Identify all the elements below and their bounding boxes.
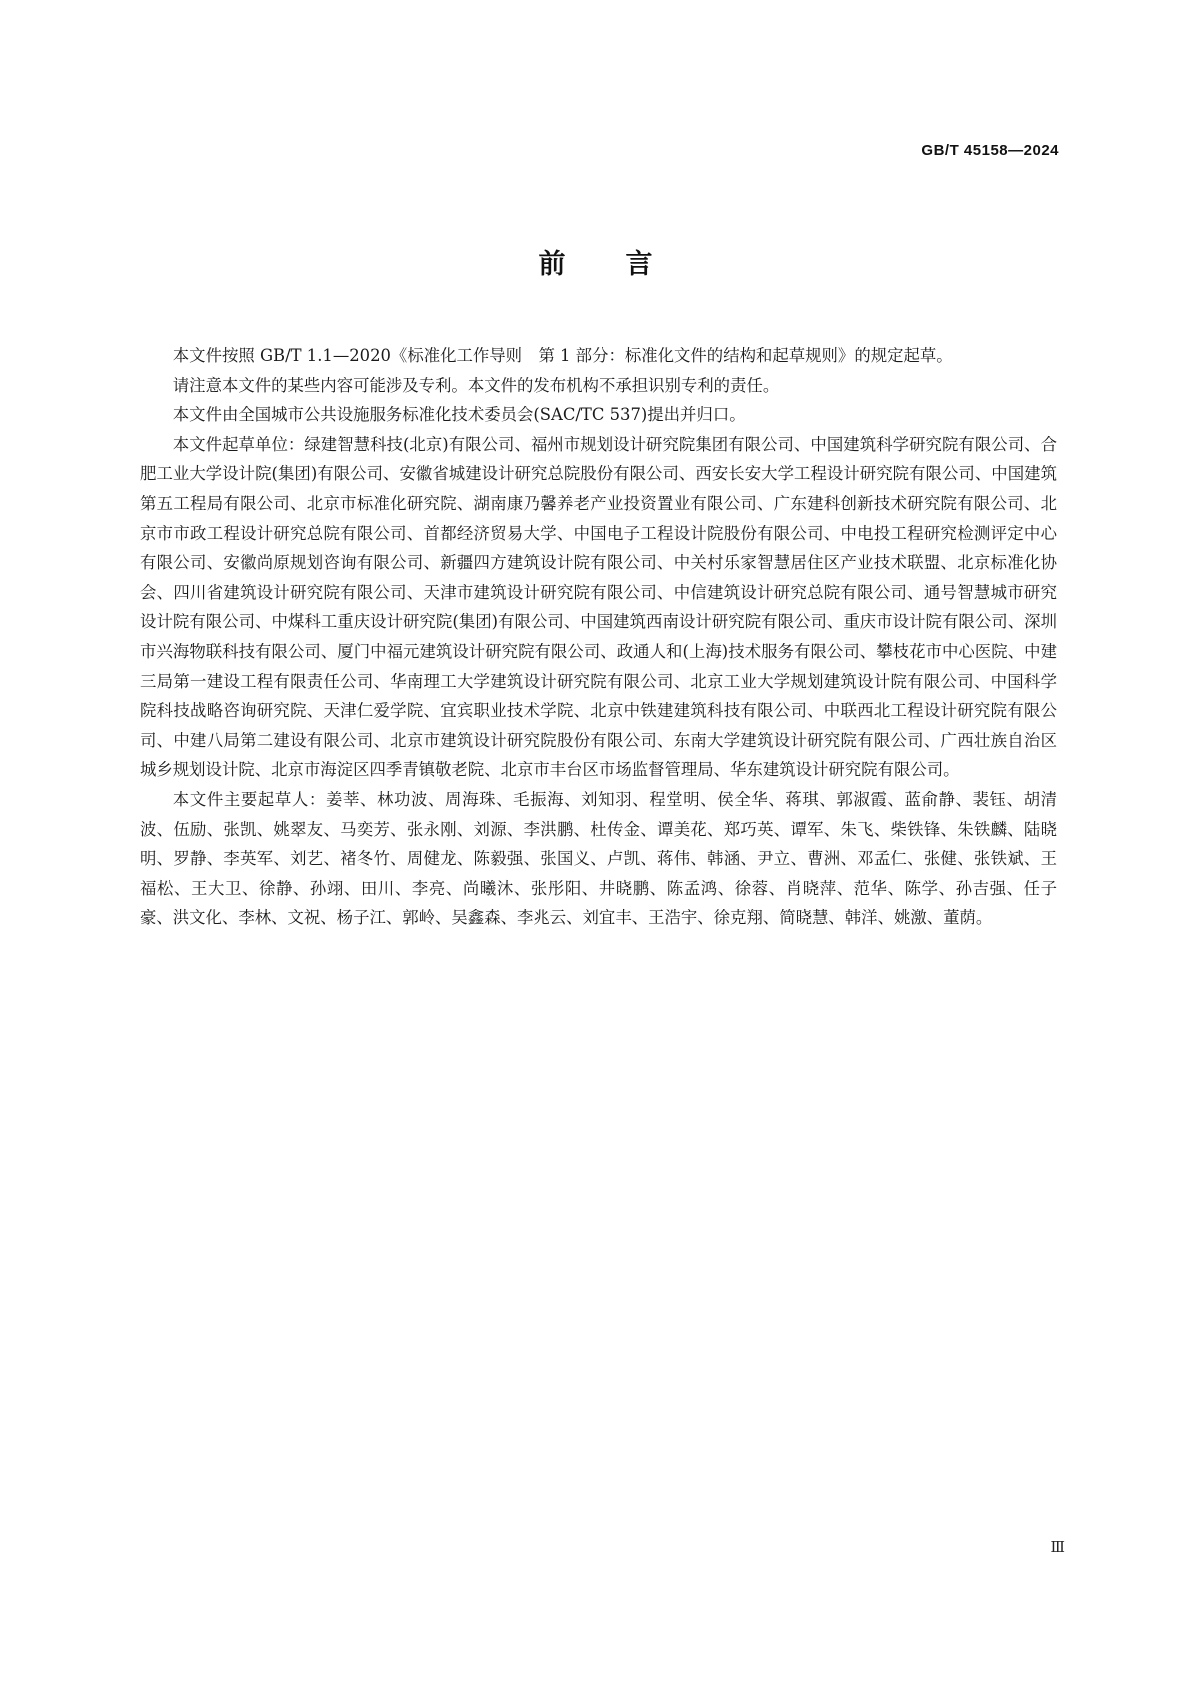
paragraph-drafting-units: 本文件起草单位：绿建智慧科技(北京)有限公司、福州市规划设计研究院集团有限公司、中国建筑科学研究院有限公司、合肥工业大学设计院(集团)有限公司、安徽省城建设计研究总院股份有限公司、西安长安大学工程设计研究院有限公司、中国建筑第五工程局有限公司、北京市标准化研究院、湖南康乃馨养老产业投资置业有限公司、广东建科创新技术研究院有限公司、北京市市政工程设计研究总院有限公司、首都经济贸易大学、中国电子工程设计院股份有限公司、中电投工程研究检测评定中心有限公司、安徽尚原规划咨询有限公司、新疆四方建筑设计院有限公司、中关村乐家智慧居住区产业技术联盟、北京标准化协会、四川省建筑设计研究院有限公司、天津市建筑设计研究院有限公司、中信建筑设计研究总院有限公司、通号智慧城市研究设计院有限公司、中煤科工重庆设计研究院(集团)有限公司、中国建筑西南设计研究院有限公司、重庆市设计院有限公司、深圳市兴海物联科技有限公司、厦门中福元建筑设计研究院有限公司、政通人和(上海)技术服务有限公司、攀枝花市中心医院、中建三局第一建设工程有限责任公司、华南理工大学建筑设计研究院有限公司、北京工业大学规划建筑设计院有限公司、中国科学院科技战略咨询研究院、天津仁爱学院、宜宾职业技术学院、北京中铁建建筑科技有限公司、中联西北工程设计研究院有限公司、中建八局第二建设有限公司、北京市建筑设计研究院股份有限公司、东南大学建筑设计研究院有限公司、广西壮族自治区城乡规划设计院、北京市海淀区四季青镇敬老院、北京市丰台区市场监督管理局、华东建筑设计研究院有限公司。 xyxy=(140,434,1057,780)
paragraph-drafting-rules: 本文件按照 GB/T 1.1—2020《标准化工作导则 第 1 部分：标准化文件的结构和起草规则》的规定起草。 xyxy=(172,346,953,365)
paragraph-patent-notice: 请注意本文件的某些内容可能涉及专利。本文件的发布机构不承担识别专利的责任。 xyxy=(172,375,780,395)
standard-number: GB/T 45158—2024 xyxy=(921,142,1059,159)
page-title: 前言 xyxy=(538,249,713,280)
foreword-body xyxy=(140,341,1057,933)
paragraph-committee: 本文件由全国城市公共设施服务标准化技术委员会(SAC/TC 537)提出并归口。 xyxy=(172,405,746,425)
paragraph-drafters: 本文件主要起草人：姜莘、林功波、周海珠、毛振海、刘知羽、程堂明、侯全华、蒋琪、郭淑霞、蓝俞静、裴钰、胡清波、伍励、张凯、姚翠友、马奕芳、张永刚、刘源、李洪鹏、杜传金、谭美花、郑巧英、谭军、朱飞、柴铁锋、朱铁麟、陆晓明、罗静、李英军、刘艺、褚冬竹、周健龙、陈毅强、张国义、卢凯、蒋伟、韩涵、尹立、曹洲、邓孟仁、张健、张铁斌、王福松、王大卫、徐静、孙翊、田川、李亮、尚曦沐、张彤阳、井晓鹏、陈孟鸿、徐蓉、肖晓萍、范华、陈学、孙吉强、任子豪、洪文化、李林、文祝、杨子江、郭岭、吴鑫森、李兆云、刘宜丰、王浩宇、徐克翔、简晓慧、韩洋、姚激、董荫。 xyxy=(140,789,1057,928)
page-number: Ⅲ xyxy=(1050,1538,1065,1556)
